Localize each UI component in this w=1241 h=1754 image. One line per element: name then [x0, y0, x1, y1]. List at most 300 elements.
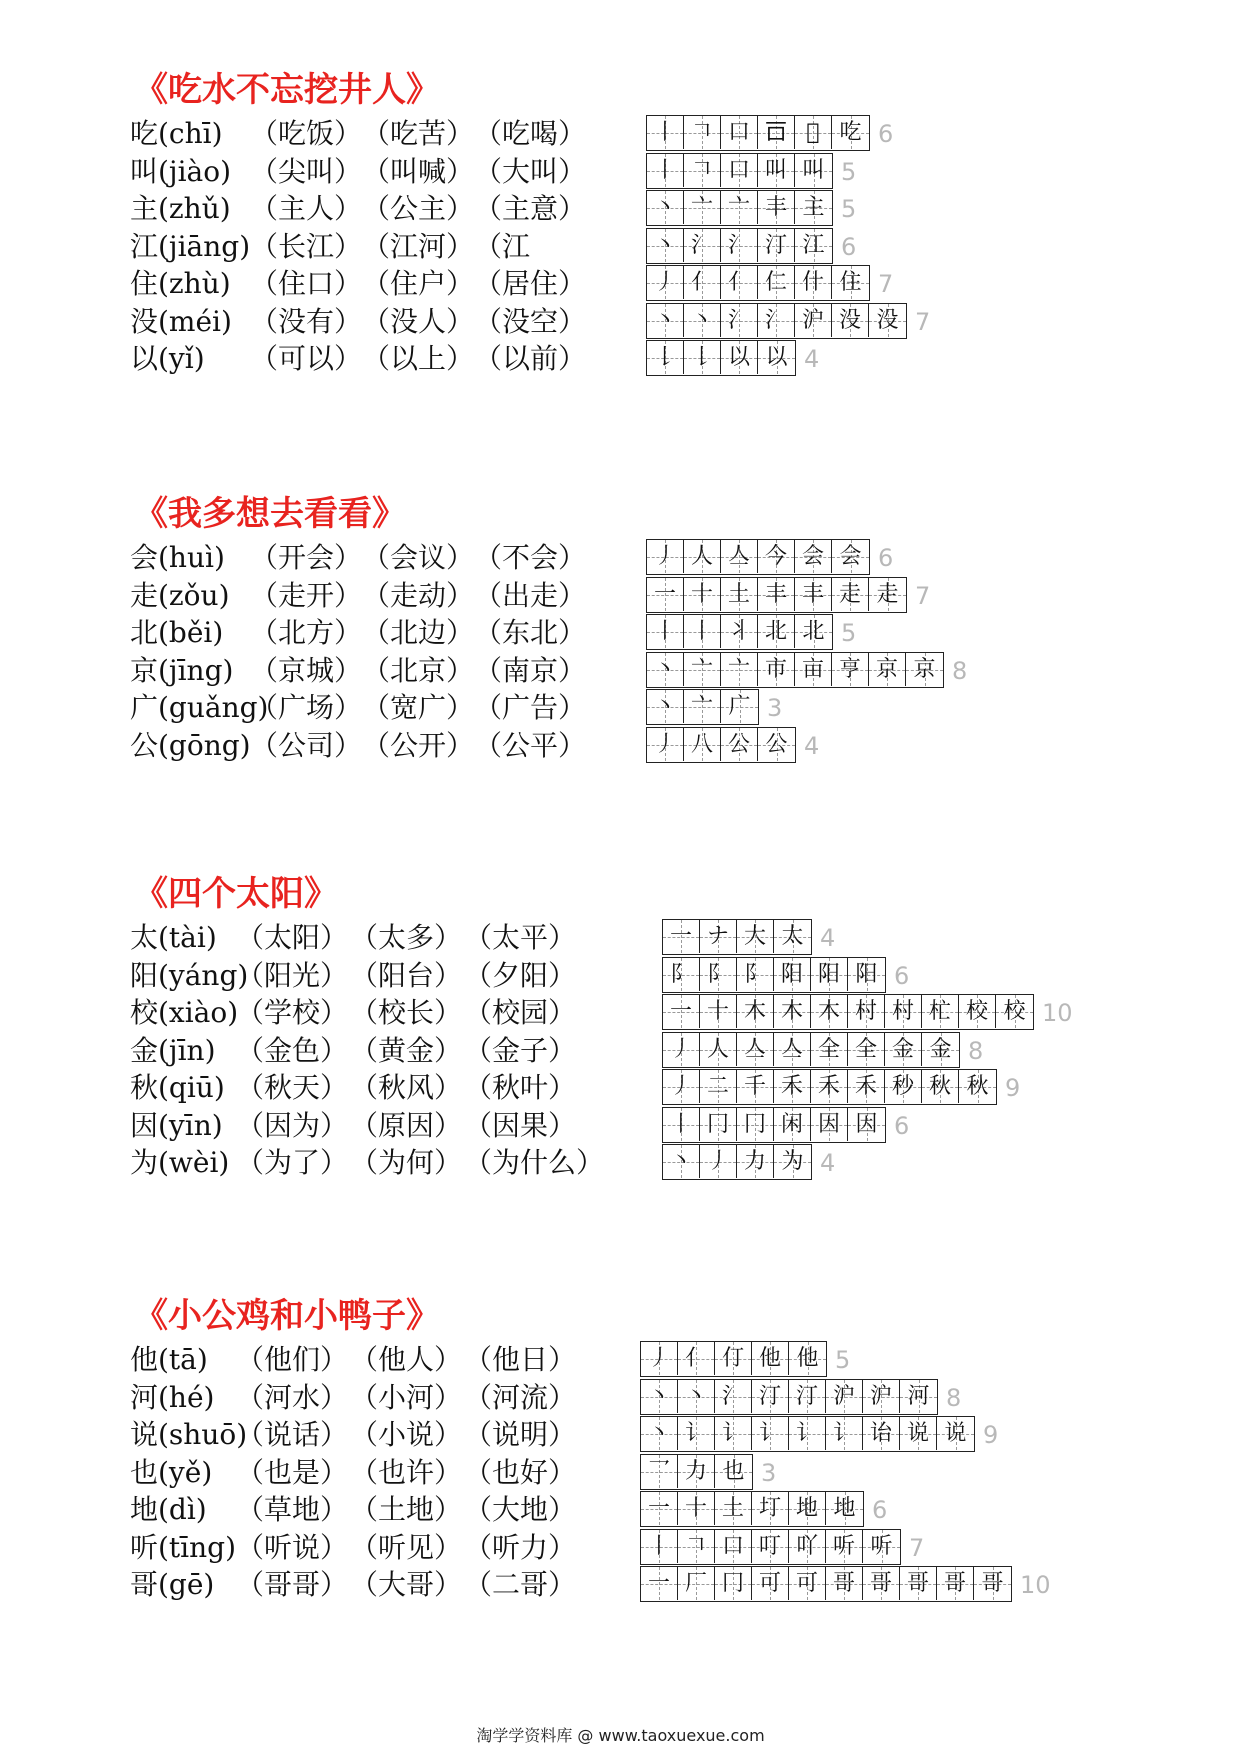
character-pinyin: 住(zhù): [130, 267, 231, 300]
stroke-glyph: 十: [684, 1496, 707, 1521]
stroke-glyph: 木: [817, 999, 840, 1024]
character-row: [0, 1527, 1241, 1569]
stroke-box: [663, 1070, 700, 1103]
example-word: （听见）: [350, 1531, 463, 1564]
example-word: （东北）: [474, 616, 587, 649]
example-word: （会议）: [362, 541, 475, 574]
stroke-box: [789, 1417, 826, 1450]
stroke-box: [678, 1455, 715, 1488]
stroke-glyph: 亠: [690, 195, 713, 220]
character-row: [0, 1030, 1241, 1072]
example-word: （小说）: [350, 1418, 463, 1451]
stroke-glyph: 广: [728, 694, 751, 719]
character-pinyin: 他(tā): [130, 1343, 208, 1376]
stroke-glyph: 冂: [706, 1112, 729, 1137]
stroke-box: [684, 229, 721, 262]
stroke-glyph: 𠄌: [653, 345, 676, 370]
stroke-glyph: 汀: [758, 1384, 781, 1409]
stroke-glyph: 沪: [869, 1384, 892, 1409]
example-word: （学校）: [236, 996, 349, 1029]
stroke-glyph: 丿: [647, 1346, 670, 1371]
example-word: （没人）: [362, 305, 475, 338]
stroke-glyph: 走: [876, 582, 899, 607]
example-word: （吃饭）: [250, 117, 363, 150]
stroke-box: [752, 1492, 789, 1525]
stroke-glyph: 一: [669, 999, 692, 1024]
stroke-glyph: 可: [795, 1571, 818, 1596]
stroke-order-grid: [646, 577, 907, 613]
stroke-box: [758, 191, 795, 224]
stroke-glyph: 冂: [743, 1112, 766, 1137]
stroke-glyph: 十: [690, 582, 713, 607]
stroke-order-grid: [646, 689, 759, 725]
stroke-glyph: 氵: [690, 233, 713, 258]
stroke-glyph: 土: [721, 1496, 744, 1521]
stroke-box: [684, 728, 721, 761]
example-word: （也许）: [350, 1456, 463, 1489]
character-row: [0, 1414, 1241, 1456]
character-row: [0, 992, 1241, 1034]
stroke-box: [721, 229, 758, 262]
stroke-box: [737, 1070, 774, 1103]
stroke-box: [848, 958, 885, 991]
stroke-box: [811, 1070, 848, 1103]
stroke-glyph: 哥: [906, 1571, 929, 1596]
stroke-glyph: 全: [817, 1037, 840, 1062]
character-pinyin: 京(jīng): [130, 654, 234, 687]
stroke-box: [789, 1530, 826, 1563]
stroke-glyph: 丰: [764, 195, 787, 220]
example-word: （阳台）: [350, 959, 463, 992]
stroke-order-grid: [646, 303, 907, 339]
stroke-box: [959, 995, 996, 1028]
character-row: [0, 1489, 1241, 1531]
footer-credit: 淘学学资料库 @ www.taoxuexue.com: [476, 1726, 765, 1745]
stroke-box: [795, 540, 832, 573]
stroke-glyph: 说: [944, 1421, 967, 1446]
stroke-glyph: 诒: [869, 1421, 892, 1446]
stroke-glyph: 口: [721, 1534, 744, 1559]
stroke-box: [647, 266, 684, 299]
stroke-glyph: 什: [801, 270, 824, 295]
stroke-box: [811, 958, 848, 991]
stroke-glyph: 他: [796, 1346, 819, 1371]
stroke-glyph: 讠: [684, 1421, 707, 1446]
character-row: [0, 151, 1241, 193]
stroke-glyph: 叫: [802, 158, 825, 183]
example-word: （秋风）: [350, 1071, 463, 1104]
stroke-box: [811, 1033, 848, 1066]
stroke-glyph: 江: [802, 233, 825, 258]
stroke-box: [752, 1530, 789, 1563]
example-word: （为了）: [236, 1146, 349, 1179]
stroke-box: [715, 1455, 752, 1488]
stroke-glyph: 地: [833, 1496, 856, 1521]
stroke-glyph: 丨: [669, 1112, 692, 1137]
stroke-count: 7: [909, 1534, 925, 1562]
stroke-count: 4: [820, 924, 836, 952]
stroke-box: [647, 341, 684, 374]
stroke-box: [774, 1108, 811, 1141]
stroke-box: [641, 1417, 678, 1450]
character-row: [0, 301, 1241, 343]
stroke-box: [715, 1567, 752, 1600]
stroke-box: [848, 1033, 885, 1066]
stroke-count: 4: [804, 732, 820, 760]
stroke-box: [789, 1492, 826, 1525]
stroke-box: [937, 1567, 974, 1600]
stroke-glyph: 阝: [706, 962, 729, 987]
stroke-box: [758, 116, 795, 149]
stroke-box: [684, 653, 721, 686]
example-word: （太多）: [350, 921, 463, 954]
example-word: （开会）: [250, 541, 363, 574]
character-pinyin: 校(xiào): [130, 996, 239, 1029]
stroke-count: 5: [835, 1346, 851, 1374]
stroke-glyph: 金: [929, 1037, 952, 1062]
character-pinyin: 走(zǒu): [130, 579, 230, 612]
example-word: （广场）: [250, 691, 363, 724]
stroke-glyph: 二: [706, 1074, 729, 1099]
stroke-glyph: 木: [780, 999, 803, 1024]
stroke-glyph: 阳: [855, 962, 878, 987]
character-row: [0, 1339, 1241, 1381]
stroke-box: [863, 1530, 900, 1563]
stroke-order-grid: [662, 1107, 886, 1143]
stroke-glyph: 村: [891, 999, 914, 1024]
character-pinyin: 哥(gē): [130, 1568, 215, 1601]
stroke-glyph: 公: [765, 732, 788, 757]
stroke-box: [937, 1417, 974, 1450]
stroke-glyph: 住: [839, 270, 862, 295]
character-pinyin: 北(běi): [130, 616, 224, 649]
stroke-glyph: 会: [839, 544, 862, 569]
character-pinyin: 阳(yáng): [130, 959, 249, 992]
example-word: （为什么）: [464, 1146, 605, 1179]
stroke-glyph: 丰: [764, 582, 787, 607]
example-word: （夕阳）: [464, 959, 577, 992]
stroke-count: 9: [983, 1421, 999, 1449]
stroke-glyph: 人: [690, 544, 713, 569]
example-word: （哥哥）: [236, 1568, 349, 1601]
stroke-glyph: 村: [854, 999, 877, 1024]
stroke-box: [774, 1033, 811, 1066]
stroke-glyph: 讠: [795, 1421, 818, 1446]
stroke-count: 7: [915, 308, 931, 336]
stroke-glyph: 亨: [838, 657, 861, 682]
example-word: （吃苦）: [362, 117, 475, 150]
stroke-glyph: 丿: [669, 1074, 692, 1099]
stroke-box: [647, 578, 684, 611]
stroke-count: 8: [952, 657, 968, 685]
stroke-glyph: 禾: [854, 1074, 877, 1099]
stroke-count: 4: [804, 345, 820, 373]
stroke-glyph: 太: [781, 924, 804, 949]
stroke-glyph: 听: [832, 1534, 855, 1559]
stroke-glyph: 叫: [764, 158, 787, 183]
stroke-glyph: 以: [765, 345, 788, 370]
example-word: （京城）: [250, 654, 363, 687]
stroke-glyph: 杧: [928, 999, 951, 1024]
example-word: （草地）: [236, 1493, 349, 1526]
example-word: （宽广）: [362, 691, 475, 724]
stroke-glyph: 讠: [832, 1421, 855, 1446]
stroke-glyph: 他: [758, 1346, 781, 1371]
stroke-box: [721, 341, 758, 374]
stroke-box: [663, 995, 700, 1028]
stroke-order-grid: [646, 228, 833, 264]
stroke-order-grid: [646, 153, 833, 189]
stroke-order-grid: [646, 652, 944, 688]
character-row: [0, 917, 1241, 959]
stroke-box: [737, 920, 774, 953]
stroke-glyph: 丨: [653, 158, 676, 183]
example-word: （大哥）: [350, 1568, 463, 1601]
stroke-box: [774, 920, 811, 953]
stroke-glyph: 北: [802, 619, 825, 644]
stroke-box: [758, 653, 795, 686]
stroke-box: [795, 116, 832, 149]
stroke-glyph: 主: [802, 195, 825, 220]
stroke-glyph: 没: [838, 308, 861, 333]
stroke-order-grid: [662, 1032, 960, 1068]
stroke-glyph: 厂: [684, 1571, 707, 1596]
example-word: （黄金）: [350, 1034, 463, 1067]
example-word: （太平）: [464, 921, 577, 954]
stroke-box: [922, 1070, 959, 1103]
stroke-order-grid: [662, 1069, 997, 1105]
stroke-glyph: 一: [653, 582, 676, 607]
example-word: （长江）: [250, 230, 363, 263]
stroke-order-grid: [662, 957, 886, 993]
stroke-glyph: 地: [795, 1496, 818, 1521]
example-word: （为何）: [350, 1146, 463, 1179]
example-word: （小河）: [350, 1381, 463, 1414]
stroke-count: 6: [894, 1112, 910, 1140]
stroke-count: 5: [841, 195, 857, 223]
stroke-glyph: 阳: [817, 962, 840, 987]
stroke-count: 3: [761, 1459, 777, 1487]
stroke-glyph: 氵: [764, 308, 787, 333]
stroke-glyph: 秋: [966, 1074, 989, 1099]
stroke-box: [758, 304, 795, 337]
stroke-box: [684, 191, 721, 224]
stroke-glyph: 仃: [721, 1346, 744, 1371]
stroke-box: [758, 341, 795, 374]
stroke-glyph: 𠃍: [690, 120, 713, 145]
stroke-glyph: 吖: [795, 1534, 818, 1559]
stroke-glyph: 丶: [653, 694, 676, 719]
stroke-box: [863, 1417, 900, 1450]
character-pinyin: 吃(chī): [130, 117, 223, 150]
stroke-glyph: 禾: [817, 1074, 840, 1099]
stroke-box: [863, 1380, 900, 1413]
stroke-glyph: 叮: [758, 1534, 781, 1559]
stroke-glyph: 闲: [780, 1112, 803, 1137]
stroke-box: [758, 615, 795, 648]
character-pinyin: 太(tài): [130, 921, 217, 954]
stroke-glyph: 丶: [653, 233, 676, 258]
stroke-glyph: 乛: [647, 1459, 670, 1484]
example-word: （阳光）: [236, 959, 349, 992]
stroke-box: [721, 728, 758, 761]
stroke-box: [721, 540, 758, 573]
stroke-glyph: 河: [907, 1384, 930, 1409]
stroke-box: [795, 154, 832, 187]
example-word: （河水）: [236, 1381, 349, 1414]
stroke-box: [885, 1033, 922, 1066]
stroke-box: [774, 1145, 811, 1178]
stroke-box: [715, 1380, 752, 1413]
stroke-box: [900, 1567, 937, 1600]
example-word: （北京）: [362, 654, 475, 687]
stroke-glyph: 丶: [647, 1421, 670, 1446]
stroke-glyph: 丶: [647, 1384, 670, 1409]
stroke-glyph: 丨: [653, 120, 676, 145]
stroke-box: [832, 304, 869, 337]
stroke-glyph: 亻: [690, 270, 713, 295]
example-word: （叫喊）: [362, 155, 475, 188]
stroke-glyph: 北: [764, 619, 787, 644]
stroke-box: [700, 1145, 737, 1178]
stroke-glyph: 以: [727, 345, 750, 370]
stroke-box: [758, 728, 795, 761]
stroke-glyph: 氵: [727, 233, 750, 258]
example-word: （广告）: [474, 691, 587, 724]
stroke-glyph: 阝: [743, 962, 766, 987]
stroke-box: [795, 229, 832, 262]
example-word: （秋叶）: [464, 1071, 577, 1104]
character-row: [0, 1105, 1241, 1147]
stroke-box: [641, 1492, 678, 1525]
stroke-box: [869, 653, 906, 686]
stroke-glyph: 为: [781, 1149, 804, 1174]
stroke-box: [737, 1145, 774, 1178]
stroke-glyph: 丶: [653, 657, 676, 682]
stroke-box: [900, 1380, 937, 1413]
stroke-box: [774, 995, 811, 1028]
stroke-box: [752, 1567, 789, 1600]
stroke-box: [684, 154, 721, 187]
stroke-box: [848, 1108, 885, 1141]
stroke-glyph: 木: [743, 999, 766, 1024]
stroke-box: [678, 1380, 715, 1413]
stroke-box: [922, 1033, 959, 1066]
stroke-glyph: 汀: [795, 1384, 818, 1409]
stroke-box: [715, 1417, 752, 1450]
example-word: （住户）: [362, 267, 475, 300]
character-row: [0, 1452, 1241, 1494]
example-word: （校长）: [350, 996, 463, 1029]
stroke-order-grid: [662, 919, 812, 955]
example-word: （没有）: [250, 305, 363, 338]
stroke-box: [663, 1033, 700, 1066]
stroke-box: [678, 1530, 715, 1563]
stroke-order-grid: [640, 1529, 901, 1565]
stroke-glyph: 亠: [727, 657, 750, 682]
stroke-box: [647, 653, 684, 686]
stroke-box: [678, 1567, 715, 1600]
stroke-box: [721, 191, 758, 224]
example-word: （以上）: [362, 342, 475, 375]
character-row: [0, 575, 1241, 617]
stroke-box: [721, 615, 758, 648]
character-pinyin: 因(yīn): [130, 1109, 223, 1142]
lesson-title: 《吃水不忘挖井人》: [134, 70, 440, 110]
stroke-box: [774, 1070, 811, 1103]
stroke-box: [959, 1070, 996, 1103]
stroke-glyph: 土: [727, 582, 750, 607]
stroke-count: 8: [968, 1037, 984, 1065]
stroke-box: [832, 116, 869, 149]
stroke-glyph: 市: [764, 657, 787, 682]
character-pinyin: 没(méi): [130, 305, 232, 338]
stroke-glyph: 走: [838, 582, 861, 607]
character-pinyin: 说(shuō): [130, 1418, 248, 1451]
stroke-order-grid: [646, 340, 796, 376]
stroke-box: [758, 229, 795, 262]
stroke-box: [684, 540, 721, 573]
example-word: （公主）: [362, 192, 475, 225]
stroke-glyph: 𠃍: [690, 158, 713, 183]
character-row: [0, 650, 1241, 692]
character-pinyin: 秋(qiū): [130, 1071, 225, 1104]
example-word: （他日）: [464, 1343, 577, 1376]
stroke-glyph: 今: [764, 544, 787, 569]
stroke-order-grid: [646, 727, 796, 763]
stroke-order-grid: [646, 190, 833, 226]
character-pinyin: 叫(jiào): [130, 155, 232, 188]
stroke-box: [869, 304, 906, 337]
stroke-box: [641, 1530, 678, 1563]
stroke-order-grid: [640, 1491, 864, 1527]
stroke-glyph: 一: [669, 924, 692, 949]
stroke-box: [758, 266, 795, 299]
stroke-box: [700, 1033, 737, 1066]
stroke-glyph: 秋: [928, 1074, 951, 1099]
stroke-box: [684, 578, 721, 611]
example-word: （河流）: [464, 1381, 577, 1414]
stroke-box: [795, 266, 832, 299]
example-word: （说明）: [464, 1418, 577, 1451]
stroke-box: [795, 578, 832, 611]
stroke-glyph: 丨: [690, 619, 713, 644]
stroke-order-grid: [640, 1416, 975, 1452]
stroke-glyph: 力: [684, 1459, 707, 1484]
example-word: （他们）: [236, 1343, 349, 1376]
stroke-glyph: 可: [758, 1571, 781, 1596]
example-word: （公司）: [250, 729, 363, 762]
stroke-glyph: 哥: [981, 1571, 1004, 1596]
example-word: （大地）: [464, 1493, 577, 1526]
example-word: （江河）: [362, 230, 475, 263]
stroke-box: [715, 1492, 752, 1525]
stroke-glyph: 丶: [653, 195, 676, 220]
stroke-box: [922, 995, 959, 1028]
character-pinyin: 河(hé): [130, 1381, 215, 1414]
stroke-glyph: 一: [647, 1571, 670, 1596]
stroke-box: [684, 116, 721, 149]
stroke-box: [774, 958, 811, 991]
stroke-glyph: 仁: [764, 270, 787, 295]
stroke-glyph: 亻: [684, 1346, 707, 1371]
stroke-box: [832, 653, 869, 686]
example-word: （二哥）: [464, 1568, 577, 1601]
stroke-glyph: 也: [722, 1459, 745, 1484]
stroke-glyph: 没: [876, 308, 899, 333]
stroke-glyph: 公: [727, 732, 750, 757]
example-word: （南京）: [474, 654, 587, 687]
